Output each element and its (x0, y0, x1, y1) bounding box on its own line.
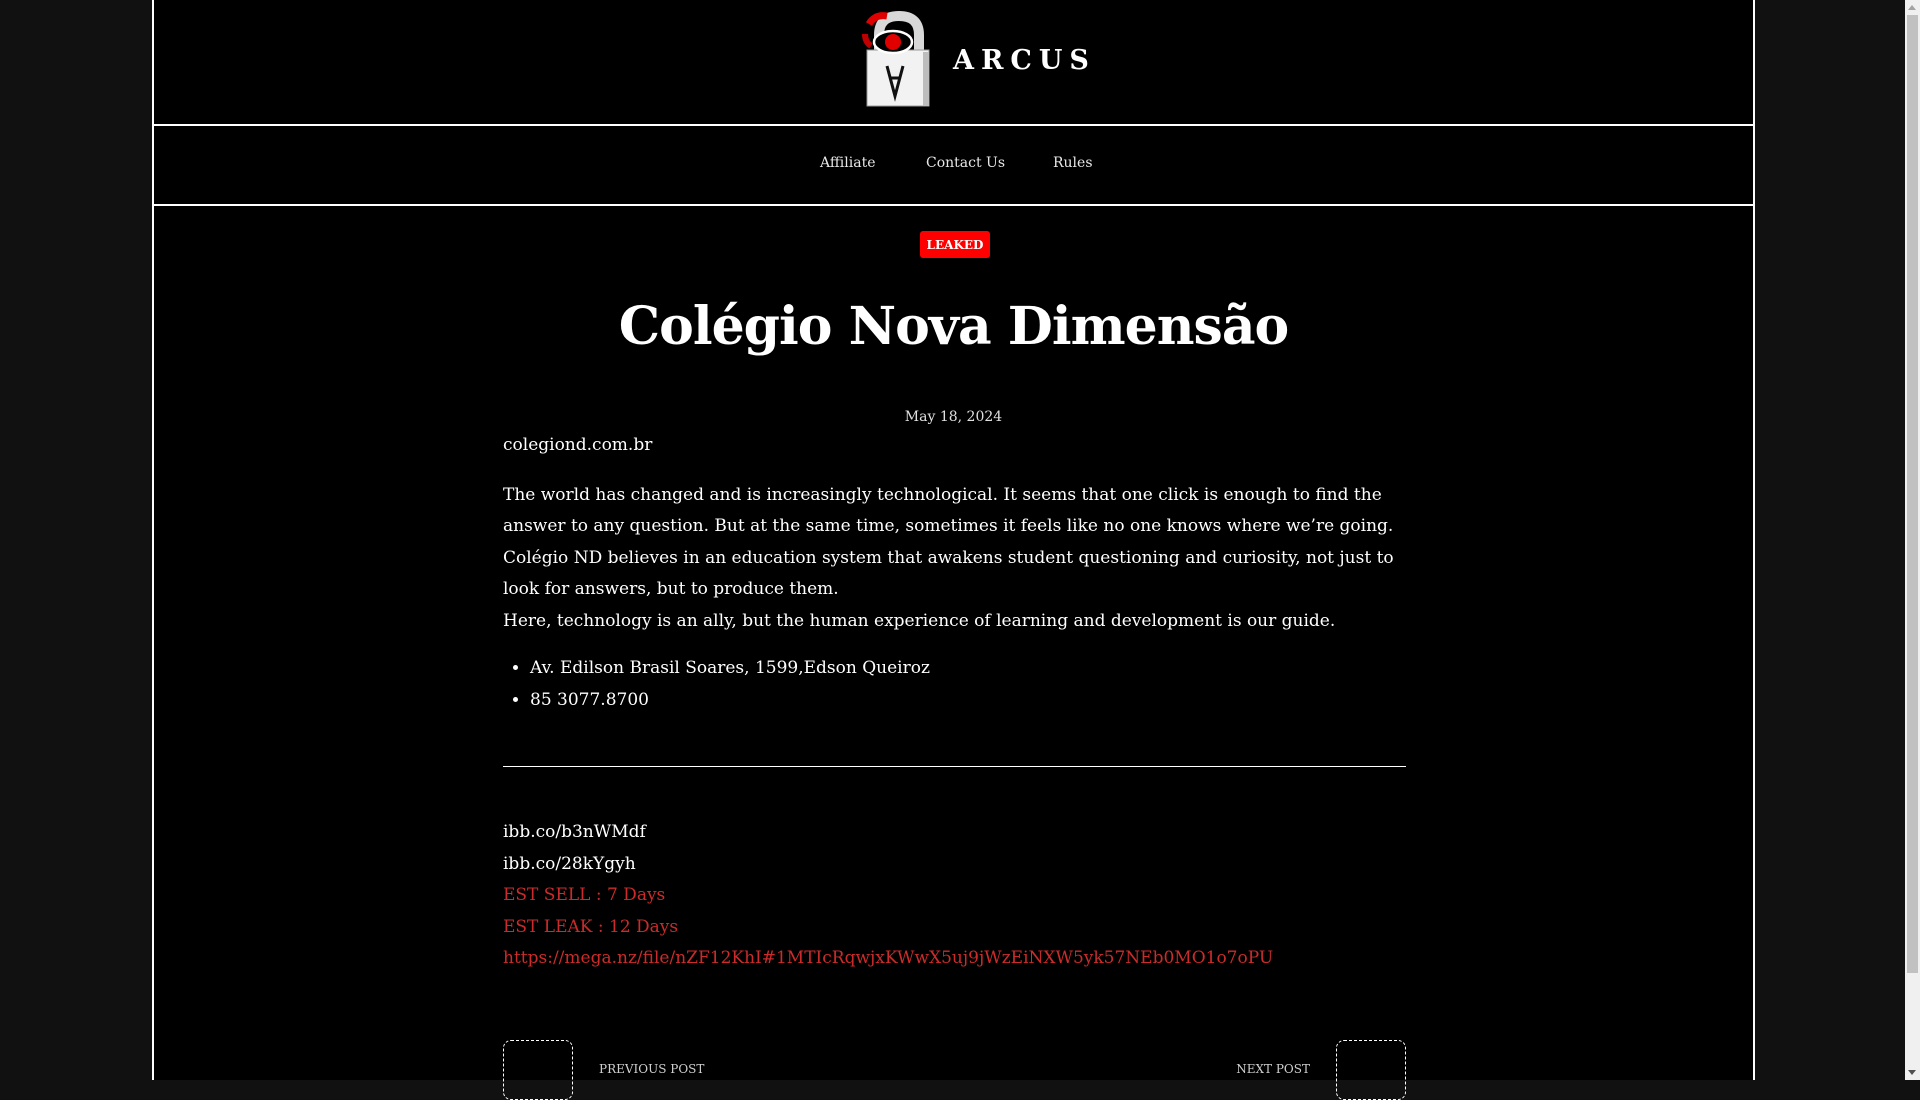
site-logo[interactable] (857, 10, 1096, 110)
post-links (503, 817, 1406, 975)
post-content (503, 430, 1406, 975)
post-paragraph: Here, technology is an ally, but the human experience of learning and development is our guide. (503, 610, 1336, 631)
main-nav (154, 126, 1753, 206)
next-post-link[interactable]: NEXT POST (1236, 1062, 1310, 1076)
padlock-eye-icon (857, 10, 937, 110)
scroll-down-arrow-icon[interactable] (1908, 1070, 1916, 1075)
scrollbar-thumb[interactable] (1907, 15, 1918, 973)
category-badge[interactable]: LEAKED (920, 231, 990, 258)
previous-post-link[interactable]: PREVIOUS POST (599, 1062, 705, 1076)
est-sell-text: EST SELL : 7 Days (503, 885, 666, 905)
post-title: Colégio Nova Dimensão (618, 296, 1289, 357)
image-link-2[interactable]: ibb.co/28kYgyh (503, 853, 636, 874)
details-list (503, 653, 1406, 716)
address-item: • Av. Edilson Brasil Soares, 1599,Edson Queiroz (530, 653, 1406, 685)
post-paragraph: Colégio ND believes in an education system that awakens student questioning and curiosity, not just to look for answers, but to produce them. (503, 547, 1394, 599)
site-brand: ARCUS (953, 44, 1096, 76)
page-scrollbar[interactable] (1905, 0, 1920, 1080)
nav-item-affiliate[interactable]: Affiliate (820, 155, 876, 171)
image-link-1[interactable]: ibb.co/b3nWMdf (503, 822, 646, 842)
post-paragraph: The world has changed and is increasingly technological. It seems that one click is enough to find the answer to any question. But at the same time, sometimes it feels like no one knows where we’re going. (503, 484, 1394, 536)
post-website: colegiond.com.br (503, 435, 653, 455)
scroll-up-arrow-icon[interactable] (1908, 5, 1916, 10)
est-leak-text: EST LEAK : 12 Days (503, 916, 679, 937)
nav-item-contact-us[interactable]: Contact Us (926, 155, 1006, 171)
nav-item-rules[interactable]: Rules (1053, 155, 1093, 171)
page-container (152, 0, 1755, 1080)
post-date: May 18, 2024 (904, 409, 1003, 425)
next-post-thumbnail[interactable] (1336, 1040, 1406, 1100)
previous-post-thumbnail[interactable] (503, 1040, 573, 1100)
site-header (154, 0, 1753, 126)
content-divider (503, 766, 1406, 767)
post-navigation (503, 1040, 1406, 1100)
download-link[interactable]: https://mega.nz/file/nZF12KhI#1MTIcRqwjxKWwX5uj9jWzEiNXW5yk57NEb0MO1o7oPU (503, 948, 1274, 968)
phone-item: • 85 3077.8700 (530, 685, 1406, 717)
